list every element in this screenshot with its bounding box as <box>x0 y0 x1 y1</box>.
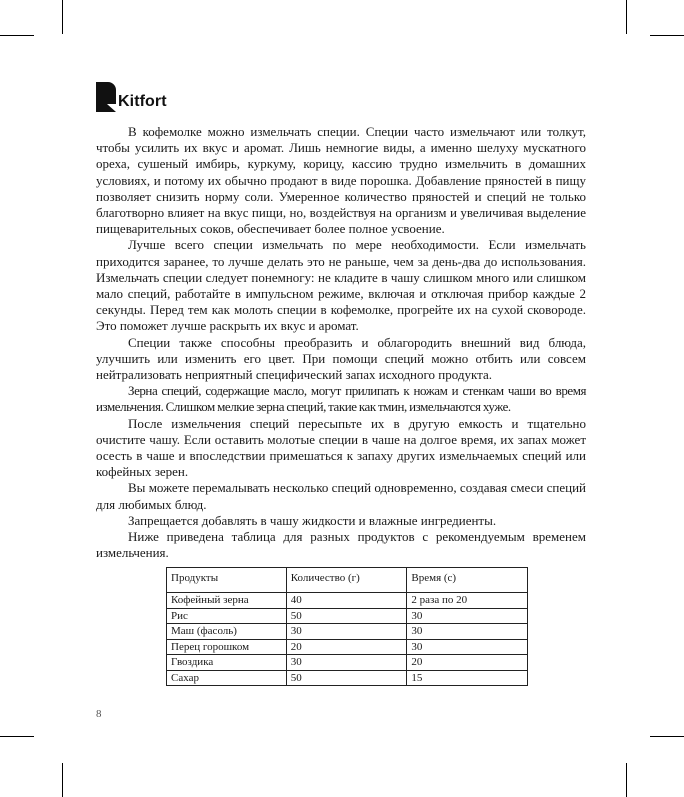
cell-quantity: 40 <box>286 593 407 609</box>
header-product: Продукты <box>167 568 287 593</box>
paragraph: Вы можете перемалывать несколько специй одновременно, создавая смеси специй для любимых блюд. <box>96 480 586 512</box>
crop-mark <box>0 35 34 36</box>
cell-product: Гвоздика <box>167 655 287 671</box>
cell-product: Перец горошком <box>167 639 287 655</box>
cell-time: 15 <box>407 670 528 686</box>
grinding-time-table-wrapper <box>166 567 528 686</box>
cell-time: 30 <box>407 639 528 655</box>
table-row <box>167 593 528 609</box>
cell-time: 20 <box>407 655 528 671</box>
cell-quantity: 50 <box>286 670 407 686</box>
table-row <box>167 639 528 655</box>
table-row <box>167 670 528 686</box>
cell-quantity: 50 <box>286 608 407 624</box>
paragraph: Лучше всего специи измельчать по мере необходимости. Если измельчать приходится заранее, то лучше делать это не раньше, чем за день-два до использования. Измельчать специи следует понемногу: не кладите в чашу слишком много или слишком мало специй, работайте в импульсном режиме, включая и отключая прибор каждые 2 секунды. Перед тем как молоть специи в кофемолке, прогрейте их на сухой сковороде. Это поможет лучше раскрыть их вкус и аромат. <box>96 237 586 334</box>
cell-product: Маш (фасоль) <box>167 624 287 640</box>
brand-logo <box>96 78 167 112</box>
kitfort-logo-icon <box>96 82 116 112</box>
cell-product: Рис <box>167 608 287 624</box>
paragraph: Запрещается добавлять в чашу жидкости и влажные ингредиенты. <box>128 512 497 528</box>
page-content <box>96 124 586 686</box>
table-row <box>167 608 528 624</box>
cell-time: 30 <box>407 624 528 640</box>
paragraph: В кофемолке можно измельчать специи. Специи часто измельчают или толкут, чтобы усилить их вкус и аромат. Лишь немногие виды, а именно шелуху мускатного ореха, сушеный имбирь, куркуму, корицу, кассию трудно измельчить в домашних условиях, и потому их обычно продают в виде порошка. Добавление пряностей в пищу позволяет снизить норму соли. Умеренное количество пряностей и специй не только благотворно влияет на вкус пищи, но, воздействуя на организм и увеличивая выделение пищеварительных соков, обеспечивает более полное усвоение. <box>96 124 586 237</box>
cell-quantity: 30 <box>286 624 407 640</box>
crop-mark <box>62 0 63 34</box>
crop-mark <box>62 763 63 797</box>
header-time: Время (с) <box>407 568 528 593</box>
header-quantity: Количество (г) <box>286 568 407 593</box>
brand-name: Kitfort <box>118 93 167 110</box>
crop-mark <box>650 736 684 737</box>
cell-product: Сахар <box>167 670 287 686</box>
crop-mark <box>626 0 627 34</box>
paragraph: Специи также способны преобразить и облагородить внешний вид блюда, улучшить или изменить его цвет. При помощи специй можно отбить или совсем нейтрализовать неприятный специфический запах исходного продукта. <box>96 334 586 383</box>
cell-quantity: 30 <box>286 655 407 671</box>
table-row <box>167 624 528 640</box>
cell-time: 30 <box>407 608 528 624</box>
paragraph: Ниже приведена таблица для разных продуктов с рекомендуемым временем измельчения. <box>96 529 586 561</box>
crop-mark <box>0 736 34 737</box>
grinding-time-table <box>166 567 528 686</box>
cell-time: 2 раза по 20 <box>407 593 528 609</box>
table-row <box>167 655 528 671</box>
page-number: 8 <box>96 708 102 720</box>
paragraph: Зерна специй, содержащие масло, могут прилипать к ножам и стенкам чаши во время измельчения. Слишком мелкие зерна специй, такие как тмин, измельчаются хуже. <box>96 383 586 415</box>
cell-quantity: 20 <box>286 639 407 655</box>
table-header-row <box>167 568 528 593</box>
cell-product: Кофейный зерна <box>167 593 287 609</box>
crop-mark <box>626 763 627 797</box>
crop-mark <box>650 35 684 36</box>
paragraph: После измельчения специй пересыпьте их в другую емкость и тщательно очистите чашу. Если оставить молотые специи в чаше на долгое время, их запах может осесть в чаше и впоследствии примешаться к запаху других измельчаемых специй или кофейных зерен. <box>96 415 586 480</box>
